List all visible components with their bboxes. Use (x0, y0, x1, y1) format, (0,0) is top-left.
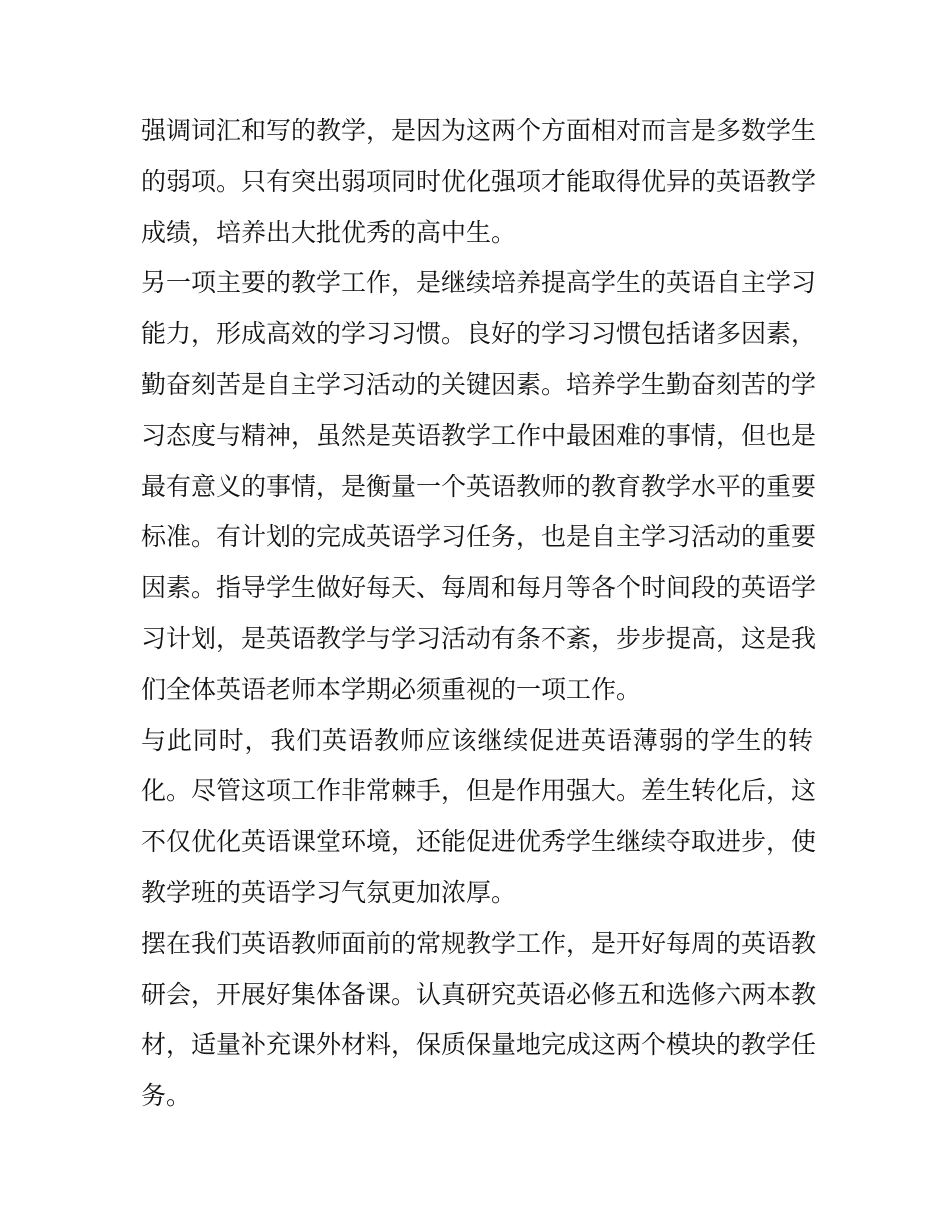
text-line: 的弱项。只有突出弱项同时优化强项才能取得优异的英语教学 (141, 166, 817, 196)
text-line: 不仅优化英语课堂环境，还能促进优秀学生继续夺取进步，使 (141, 827, 817, 857)
text-line: 成绩，培养出大批优秀的高中生。 (141, 217, 517, 247)
text-line: 习态度与精神，虽然是英语教学工作中最困难的事情，但也是 (141, 420, 817, 450)
text-line: 化。尽管这项工作非常棘手，但是作用强大。差生转化后，这 (141, 776, 817, 806)
text-line: 最有意义的事情，是衡量一个英语教师的教育教学水平的重要 (141, 471, 817, 501)
text-line: 们全体英语老师本学期必须重视的一项工作。 (141, 674, 642, 704)
text-line: 因素。指导学生做好每天、每周和每月等各个时间段的英语学 (141, 573, 817, 603)
text-line: 务。 (141, 1081, 192, 1111)
text-line: 标准。有计划的完成英语学习任务，也是自主学习活动的重要 (141, 522, 817, 552)
text-line: 勤奋刻苦是自主学习活动的关键因素。培养学生勤奋刻苦的学 (141, 369, 817, 399)
text-line: 能力，形成高效的学习习惯。良好的学习习惯包括诸多因素， (141, 319, 817, 349)
text-line: 与此同时，我们英语教师应该继续促进英语薄弱的学生的转 (141, 725, 813, 755)
text-line: 习计划，是英语教学与学习活动有条不紊，步步提高，这是我 (141, 623, 817, 653)
paragraph-3 (141, 716, 817, 919)
paragraph-2 (141, 258, 817, 715)
paragraph-1 (141, 106, 817, 258)
text-line: 另一项主要的教学工作，是继续培养提高学生的英语自主学习 (141, 268, 817, 298)
text-line: 强调词汇和写的教学，是因为这两个方面相对而言是多数学生 (141, 116, 817, 145)
text-line: 研会，开展好集体备课。认真研究英语必修五和选修六两本教 (141, 979, 817, 1009)
text-line: 教学班的英语学习气氛更加浓厚。 (141, 877, 517, 907)
text-line: 摆在我们英语教师面前的常规教学工作，是开好每周的英语教 (141, 928, 817, 958)
text-line: 材，适量补充课外材料，保质保量地完成这两个模块的教学任 (141, 1030, 817, 1060)
paragraph-4 (141, 919, 817, 1122)
document-body (141, 106, 817, 1122)
